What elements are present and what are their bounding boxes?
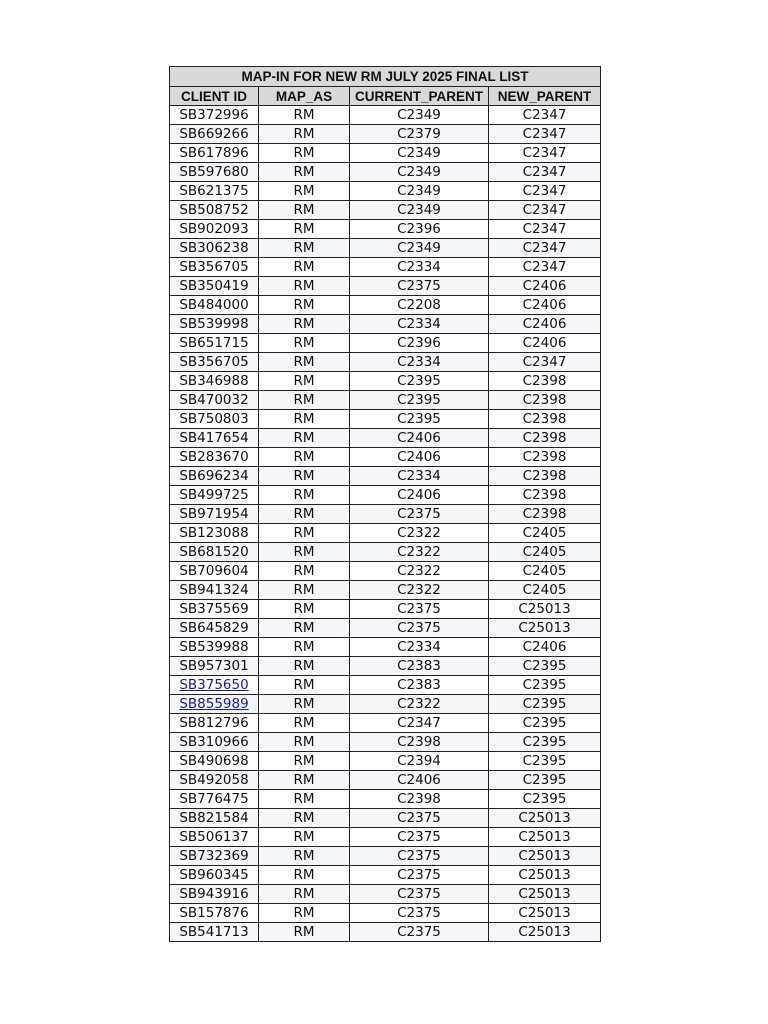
table-row	[170, 828, 601, 847]
table-row	[170, 619, 601, 638]
cell-map-as: RM	[259, 676, 350, 695]
cell-new-parent: C25013	[489, 600, 601, 619]
cell-map-as: RM	[259, 277, 350, 296]
cell-client-id: SB506137	[170, 828, 259, 847]
cell-new-parent: C25013	[489, 885, 601, 904]
cell-map-as: RM	[259, 106, 350, 125]
table-row	[170, 562, 601, 581]
cell-current-parent: C2375	[350, 847, 489, 866]
cell-new-parent: C2347	[489, 144, 601, 163]
cell-client-id: SB960345	[170, 866, 259, 885]
cell-client-id: SB645829	[170, 619, 259, 638]
cell-new-parent: C25013	[489, 828, 601, 847]
cell-current-parent: C2349	[350, 201, 489, 220]
cell-client-id	[170, 695, 259, 714]
cell-client-id: SB812796	[170, 714, 259, 733]
cell-current-parent: C2334	[350, 315, 489, 334]
cell-map-as: RM	[259, 429, 350, 448]
cell-client-id: SB350419	[170, 277, 259, 296]
cell-current-parent: C2208	[350, 296, 489, 315]
cell-map-as: RM	[259, 467, 350, 486]
cell-client-id: SB375569	[170, 600, 259, 619]
cell-current-parent: C2334	[350, 258, 489, 277]
cell-client-id: SB957301	[170, 657, 259, 676]
cell-client-id: SB696234	[170, 467, 259, 486]
cell-client-id: SB750803	[170, 410, 259, 429]
cell-current-parent: C2322	[350, 543, 489, 562]
cell-client-id: SB681520	[170, 543, 259, 562]
cell-current-parent: C2398	[350, 733, 489, 752]
cell-new-parent: C2406	[489, 277, 601, 296]
table-row	[170, 524, 601, 543]
cell-map-as: RM	[259, 239, 350, 258]
cell-current-parent: C2347	[350, 714, 489, 733]
cell-new-parent: C25013	[489, 923, 601, 942]
cell-current-parent: C2375	[350, 923, 489, 942]
table-row	[170, 600, 601, 619]
cell-current-parent: C2375	[350, 828, 489, 847]
cell-new-parent: C25013	[489, 809, 601, 828]
cell-client-id: SB310966	[170, 733, 259, 752]
cell-new-parent: C2398	[489, 391, 601, 410]
cell-map-as: RM	[259, 486, 350, 505]
cell-map-as: RM	[259, 334, 350, 353]
cell-client-id: SB283670	[170, 448, 259, 467]
cell-client-id: SB732369	[170, 847, 259, 866]
cell-current-parent: C2322	[350, 581, 489, 600]
table-row	[170, 809, 601, 828]
table-row	[170, 391, 601, 410]
cell-current-parent: C2375	[350, 866, 489, 885]
cell-current-parent: C2349	[350, 182, 489, 201]
table-row	[170, 220, 601, 239]
cell-current-parent: C2383	[350, 676, 489, 695]
cell-current-parent: C2334	[350, 467, 489, 486]
cell-new-parent: C2347	[489, 106, 601, 125]
cell-new-parent: C2398	[489, 505, 601, 524]
cell-new-parent: C2395	[489, 790, 601, 809]
cell-new-parent: C2347	[489, 182, 601, 201]
cell-new-parent: C2405	[489, 562, 601, 581]
cell-map-as: RM	[259, 885, 350, 904]
cell-map-as: RM	[259, 581, 350, 600]
cell-map-as: RM	[259, 144, 350, 163]
cell-map-as: RM	[259, 448, 350, 467]
cell-client-id: SB157876	[170, 904, 259, 923]
header-client-id: CLIENT ID	[170, 87, 259, 106]
cell-new-parent: C2347	[489, 201, 601, 220]
cell-map-as: RM	[259, 752, 350, 771]
cell-client-id: SB123088	[170, 524, 259, 543]
cell-map-as: RM	[259, 562, 350, 581]
table-row	[170, 581, 601, 600]
table-row	[170, 847, 601, 866]
table-row	[170, 125, 601, 144]
cell-new-parent: C2395	[489, 771, 601, 790]
table-row	[170, 353, 601, 372]
cell-current-parent: C2349	[350, 106, 489, 125]
cell-map-as: RM	[259, 733, 350, 752]
cell-current-parent: C2406	[350, 429, 489, 448]
cell-new-parent: C2395	[489, 657, 601, 676]
cell-new-parent: C2398	[489, 448, 601, 467]
cell-new-parent: C2347	[489, 125, 601, 144]
cell-current-parent: C2375	[350, 600, 489, 619]
table-row	[170, 163, 601, 182]
cell-client-id: SB499725	[170, 486, 259, 505]
cell-new-parent: C25013	[489, 847, 601, 866]
table-row	[170, 638, 601, 657]
cell-new-parent: C2395	[489, 676, 601, 695]
cell-current-parent: C2406	[350, 486, 489, 505]
cell-map-as: RM	[259, 600, 350, 619]
table-row	[170, 334, 601, 353]
cell-map-as: RM	[259, 695, 350, 714]
cell-map-as: RM	[259, 638, 350, 657]
table-row	[170, 201, 601, 220]
table-row	[170, 923, 601, 942]
cell-new-parent: C2395	[489, 733, 601, 752]
cell-new-parent: C2406	[489, 638, 601, 657]
table-row	[170, 714, 601, 733]
table-row	[170, 505, 601, 524]
table-row	[170, 695, 601, 714]
cell-map-as: RM	[259, 163, 350, 182]
cell-new-parent: C2347	[489, 163, 601, 182]
cell-client-id: SB971954	[170, 505, 259, 524]
table-row	[170, 372, 601, 391]
cell-client-id: SB484000	[170, 296, 259, 315]
cell-map-as: RM	[259, 353, 350, 372]
cell-map-as: RM	[259, 657, 350, 676]
cell-current-parent: C2396	[350, 334, 489, 353]
cell-new-parent: C2405	[489, 524, 601, 543]
cell-current-parent: C2375	[350, 505, 489, 524]
cell-current-parent: C2349	[350, 144, 489, 163]
cell-new-parent: C2347	[489, 258, 601, 277]
table-row	[170, 315, 601, 334]
cell-current-parent: C2334	[350, 638, 489, 657]
cell-map-as: RM	[259, 505, 350, 524]
cell-map-as: RM	[259, 182, 350, 201]
cell-new-parent: C2398	[489, 410, 601, 429]
cell-current-parent: C2375	[350, 904, 489, 923]
cell-current-parent: C2398	[350, 790, 489, 809]
cell-new-parent: C2395	[489, 695, 601, 714]
cell-client-id: SB651715	[170, 334, 259, 353]
cell-new-parent: C2405	[489, 543, 601, 562]
table-row	[170, 733, 601, 752]
cell-new-parent: C2398	[489, 429, 601, 448]
header-map-as: MAP_AS	[259, 87, 350, 106]
cell-client-id: SB508752	[170, 201, 259, 220]
table-row	[170, 676, 601, 695]
cell-map-as: RM	[259, 372, 350, 391]
cell-client-id: SB356705	[170, 258, 259, 277]
cell-client-id: SB306238	[170, 239, 259, 258]
table-title-row	[170, 67, 601, 87]
cell-map-as: RM	[259, 904, 350, 923]
cell-client-id: SB902093	[170, 220, 259, 239]
cell-new-parent: C2347	[489, 220, 601, 239]
cell-map-as: RM	[259, 771, 350, 790]
client-id-link[interactable]: SB855989	[179, 695, 249, 712]
cell-current-parent: C2349	[350, 163, 489, 182]
cell-new-parent: C2398	[489, 467, 601, 486]
table-row	[170, 277, 601, 296]
cell-new-parent: C2398	[489, 372, 601, 391]
table-body	[170, 106, 601, 942]
table-row	[170, 866, 601, 885]
cell-current-parent: C2322	[350, 524, 489, 543]
cell-map-as: RM	[259, 524, 350, 543]
cell-new-parent: C2395	[489, 714, 601, 733]
cell-current-parent: C2396	[350, 220, 489, 239]
table-header-row	[170, 87, 601, 106]
cell-client-id: SB617896	[170, 144, 259, 163]
cell-current-parent: C2395	[350, 410, 489, 429]
cell-map-as: RM	[259, 866, 350, 885]
header-new-parent: NEW_PARENT	[489, 87, 601, 106]
cell-client-id: SB346988	[170, 372, 259, 391]
cell-new-parent: C25013	[489, 904, 601, 923]
cell-current-parent: C2375	[350, 885, 489, 904]
cell-map-as: RM	[259, 258, 350, 277]
table-row	[170, 657, 601, 676]
cell-current-parent: C2375	[350, 619, 489, 638]
table-row	[170, 410, 601, 429]
cell-map-as: RM	[259, 201, 350, 220]
table-row	[170, 144, 601, 163]
client-mapping-table	[169, 66, 601, 942]
cell-new-parent: C2405	[489, 581, 601, 600]
cell-current-parent: C2394	[350, 752, 489, 771]
table-title: MAP-IN FOR NEW RM JULY 2025 FINAL LIST	[170, 67, 601, 87]
cell-current-parent: C2383	[350, 657, 489, 676]
cell-client-id: SB372996	[170, 106, 259, 125]
cell-new-parent: C2347	[489, 353, 601, 372]
header-current-parent: CURRENT_PARENT	[350, 87, 489, 106]
cell-map-as: RM	[259, 125, 350, 144]
cell-new-parent: C2347	[489, 239, 601, 258]
cell-new-parent: C2395	[489, 752, 601, 771]
table-row	[170, 182, 601, 201]
cell-client-id: SB821584	[170, 809, 259, 828]
table-row	[170, 790, 601, 809]
cell-map-as: RM	[259, 923, 350, 942]
table-row	[170, 106, 601, 125]
cell-current-parent: C2322	[350, 562, 489, 581]
cell-client-id: SB943916	[170, 885, 259, 904]
table-row	[170, 771, 601, 790]
cell-map-as: RM	[259, 220, 350, 239]
cell-new-parent: C2406	[489, 315, 601, 334]
cell-current-parent: C2406	[350, 771, 489, 790]
cell-client-id: SB621375	[170, 182, 259, 201]
cell-current-parent: C2406	[350, 448, 489, 467]
cell-client-id: SB417654	[170, 429, 259, 448]
cell-map-as: RM	[259, 410, 350, 429]
cell-current-parent: C2395	[350, 391, 489, 410]
cell-new-parent: C2406	[489, 296, 601, 315]
table-row	[170, 448, 601, 467]
cell-new-parent: C25013	[489, 866, 601, 885]
cell-map-as: RM	[259, 714, 350, 733]
cell-current-parent: C2395	[350, 372, 489, 391]
cell-current-parent: C2375	[350, 277, 489, 296]
table-row	[170, 752, 601, 771]
client-id-link[interactable]: SB375650	[179, 676, 249, 693]
cell-client-id: SB597680	[170, 163, 259, 182]
cell-map-as: RM	[259, 809, 350, 828]
table-row	[170, 885, 601, 904]
cell-client-id: SB541713	[170, 923, 259, 942]
cell-map-as: RM	[259, 790, 350, 809]
table-row	[170, 429, 601, 448]
cell-current-parent: C2379	[350, 125, 489, 144]
cell-client-id: SB492058	[170, 771, 259, 790]
table-row	[170, 258, 601, 277]
cell-client-id: SB356705	[170, 353, 259, 372]
cell-client-id	[170, 676, 259, 695]
cell-map-as: RM	[259, 828, 350, 847]
table-row	[170, 467, 601, 486]
cell-client-id: SB490698	[170, 752, 259, 771]
cell-client-id: SB539988	[170, 638, 259, 657]
cell-new-parent: C2398	[489, 486, 601, 505]
table-row	[170, 543, 601, 562]
cell-map-as: RM	[259, 391, 350, 410]
cell-client-id: SB669266	[170, 125, 259, 144]
cell-client-id: SB776475	[170, 790, 259, 809]
cell-current-parent: C2375	[350, 809, 489, 828]
cell-client-id: SB709604	[170, 562, 259, 581]
cell-map-as: RM	[259, 619, 350, 638]
cell-current-parent: C2334	[350, 353, 489, 372]
cell-map-as: RM	[259, 315, 350, 334]
cell-current-parent: C2349	[350, 239, 489, 258]
cell-new-parent: C25013	[489, 619, 601, 638]
cell-map-as: RM	[259, 543, 350, 562]
table-row	[170, 486, 601, 505]
cell-client-id: SB539998	[170, 315, 259, 334]
cell-client-id: SB941324	[170, 581, 259, 600]
cell-new-parent: C2406	[489, 334, 601, 353]
cell-client-id: SB470032	[170, 391, 259, 410]
table-row	[170, 904, 601, 923]
cell-map-as: RM	[259, 847, 350, 866]
cell-current-parent: C2322	[350, 695, 489, 714]
table-row	[170, 239, 601, 258]
table-row	[170, 296, 601, 315]
cell-map-as: RM	[259, 296, 350, 315]
